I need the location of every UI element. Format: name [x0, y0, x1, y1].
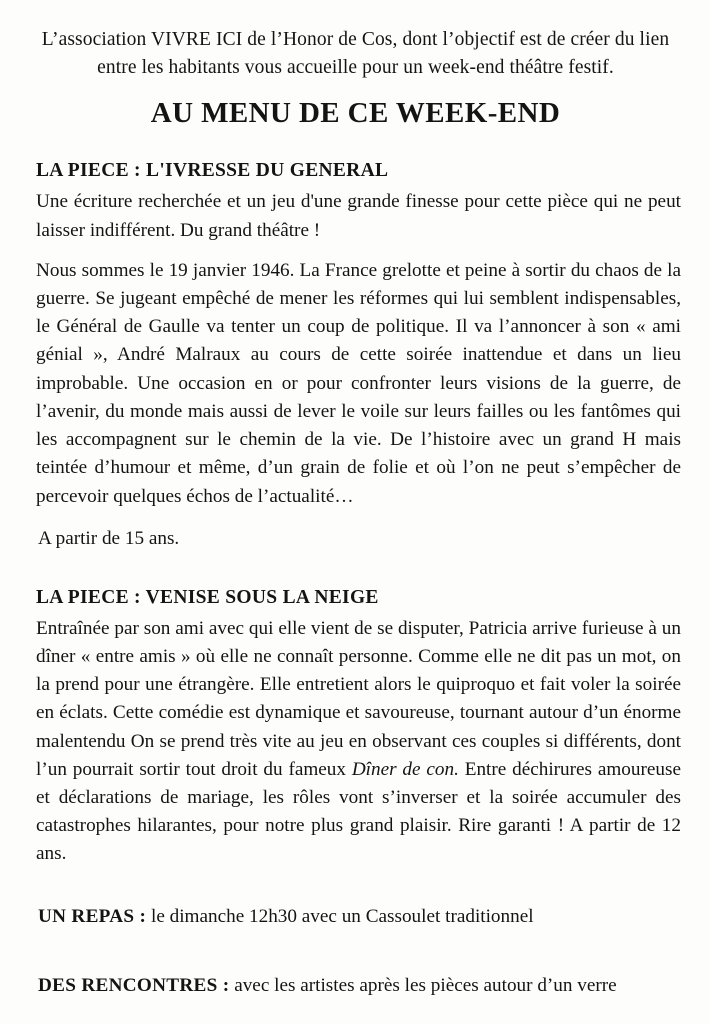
section-heading-venise: LA PIECE : VENISE SOUS LA NEIGE: [36, 586, 379, 608]
section-piece-venise: [30, 587, 681, 869]
paragraph-venise-body: Entraînée par son ami avec qui elle vient de se disputer, Patricia arrive furieuse à un dîner « entre amis » où elle ne connaît personne. Comme elle ne dit pas un mot, on la prend pour une étrangère. Elle entretient alors le quiproquo et fait voler la soirée en éclats. Cette comédie est dynamique et savoureuse, tournant autour d’un énorme malentendu On se prend très vite au jeu en observant ces couples si différents, dont l’un pourrait sortir tout droit du fameux Dîner de con. Entre déchirures amoureuse et déclarations de mariage, les rôles vont s’inverser et la soirée accumuler des catastrophes hilarantes, pour notre plus grand plaisir. Rire garanti ! A partir de 12 ans.: [36, 617, 681, 865]
page-title: AU MENU DE CE WEEK-END: [150, 97, 561, 130]
item-repas: [30, 903, 681, 931]
rencontres-text: avec les artistes après les pièces autour d’un verre: [229, 975, 617, 997]
intro-paragraph: L’association VIVRE ICI de l’Honor de Cos, dont l’objectif est de créer du lien entre les habitants vous accueille pour un week-end théâtre festif.: [41, 29, 670, 78]
repas-line: [30, 903, 681, 931]
italic-play-title: Dîner de con.: [351, 758, 459, 780]
rencontres-label: DES RENCONTRES :: [38, 975, 230, 997]
paragraph-ivresse-body: Nous sommes le 19 janvier 1946. La France grelotte et peine à sortir du chaos de la guerre. Se jugeant empêché de mener les réformes qui lui semblent indispensables, le Général de Gaulle va tenter un coup de politique. Il va l’annoncer à son « ami génial », André Malraux au cours de cette soirée inattendue et dans un lieu improbable. Une occasion en or pour confronter leurs visions de la guerre, de l’avenir, du monde mais aussi de lever le voile sur leurs failles ou les fantômes qui les accompagnent sur le chemin de la vie. De l’histoire avec un grand H mais teintée d’humour et même, d’un grain de folie et où l’on ne peut s’empêcher de percevoir quelques échos de l’actualité…: [36, 259, 681, 507]
section-heading-ivresse: LA PIECE : L'IVRESSE DU GENERAL: [36, 160, 389, 182]
paragraph-ivresse-intro: Une écriture recherchée et un jeu d'une grande finesse pour cette pièce qui ne peut laisser indifférent. Du grand théâtre !: [36, 191, 681, 241]
item-rencontres: [30, 972, 681, 1000]
rencontres-line: [30, 972, 681, 1000]
repas-label: UN REPAS :: [38, 905, 147, 927]
section-piece-ivresse: [30, 160, 681, 552]
age-note-ivresse: A partir de 15 ans.: [38, 527, 180, 549]
repas-text: le dimanche 12h30 avec un Cassoulet traditionnel: [146, 905, 534, 927]
